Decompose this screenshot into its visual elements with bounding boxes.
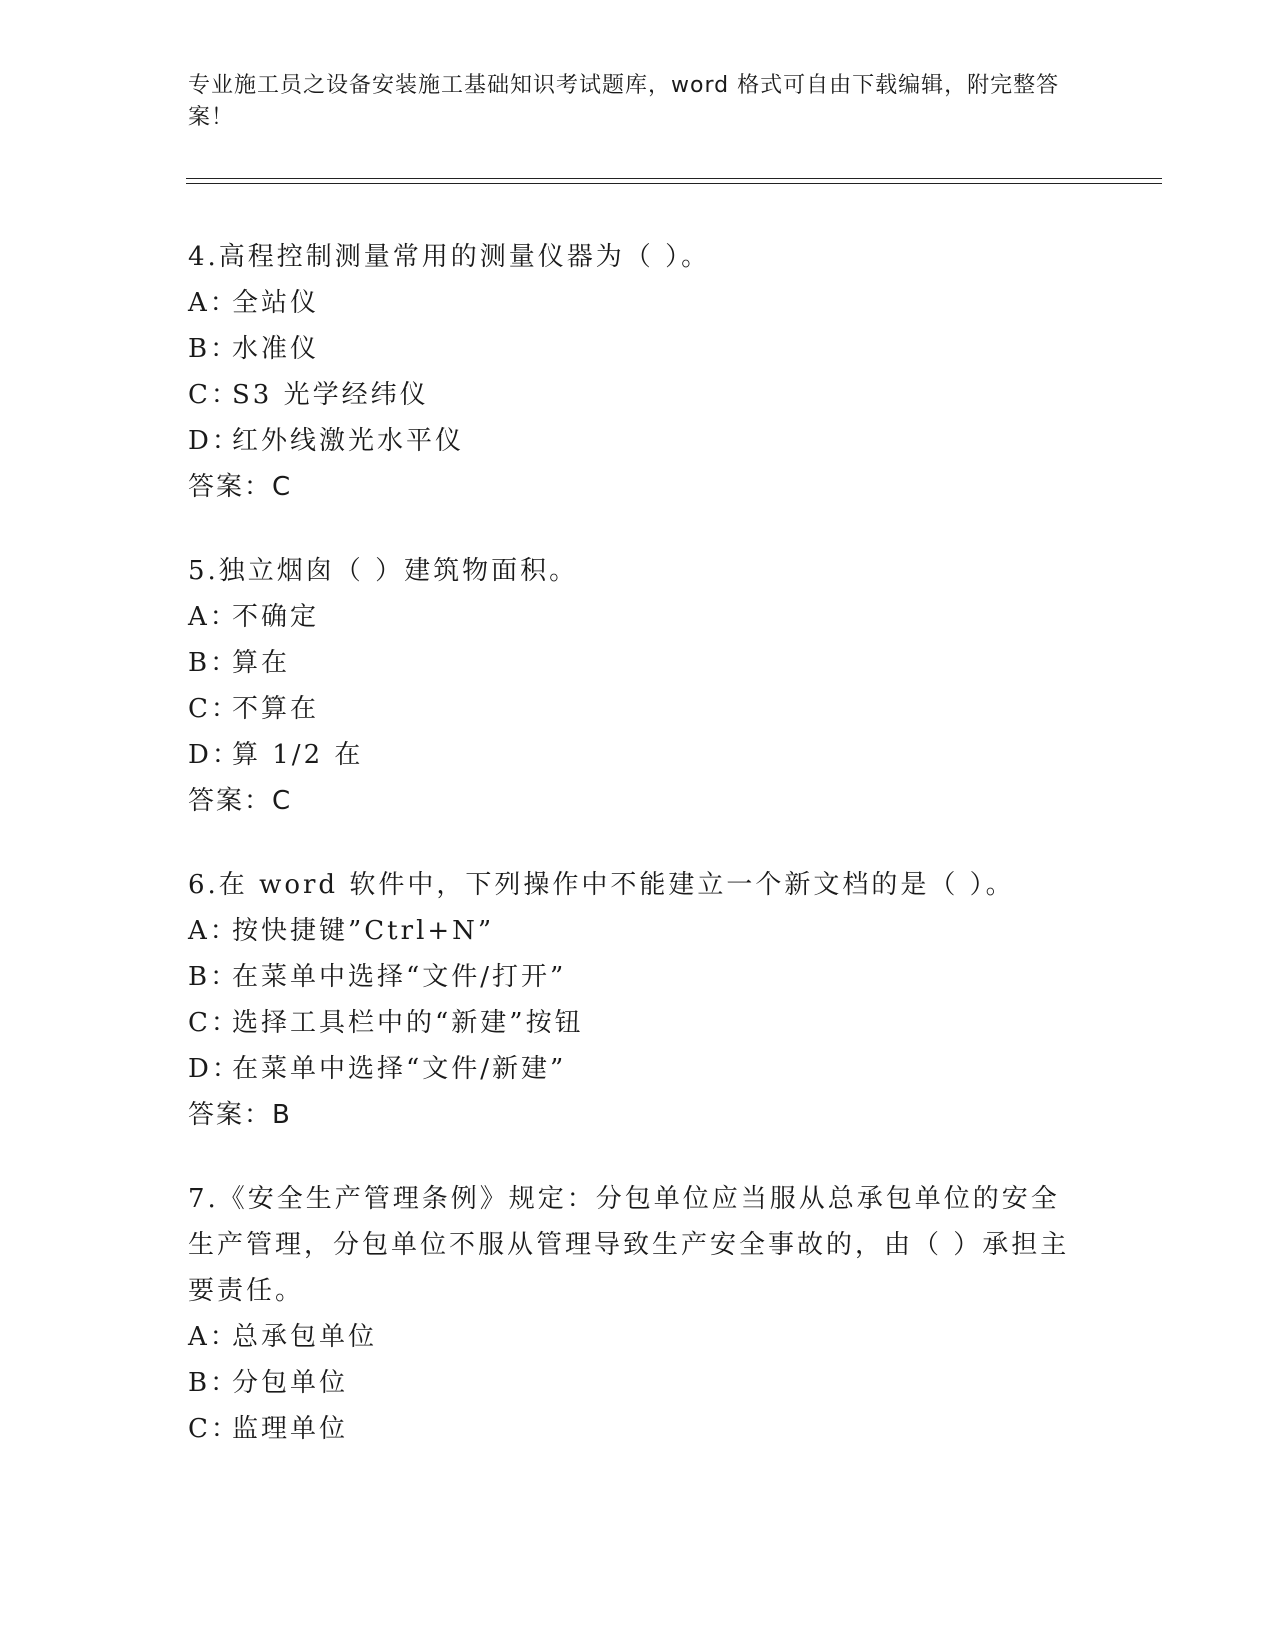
option-text: 红外线激光水平仪 xyxy=(232,426,465,456)
answer-text: 答案：C xyxy=(188,786,293,816)
option-text: 算在 xyxy=(232,648,291,678)
option-b xyxy=(188,954,1078,1000)
option-label: A： xyxy=(188,602,239,632)
option-label: C： xyxy=(188,694,240,724)
option-label: B： xyxy=(188,1368,240,1398)
answer-text: 答案：B xyxy=(188,1100,292,1130)
option-text: 总承包单位 xyxy=(232,1322,378,1352)
header-divider-top xyxy=(186,178,1162,179)
option-b xyxy=(188,1360,1078,1406)
option-text: 全站仪 xyxy=(232,288,320,318)
option-text: 在菜单中选择“文件/打开” xyxy=(232,962,567,992)
option-text: 水准仪 xyxy=(232,334,320,364)
question-6 xyxy=(188,862,1078,1138)
question-text: 6.在 word 软件中，下列操作中不能建立一个新文档的是（ ）。 xyxy=(188,870,1015,900)
option-label: B： xyxy=(188,962,240,992)
option-text: S3 光学经纬仪 xyxy=(232,380,429,410)
option-label: C： xyxy=(188,380,240,410)
option-a xyxy=(188,1314,1078,1360)
option-d xyxy=(188,732,1078,778)
question-4 xyxy=(188,234,1078,510)
document-header: 专业施工员之设备安装施工基础知识考试题库，word 格式可自由下载编辑，附完整答案！ xyxy=(188,73,1060,130)
option-label: C： xyxy=(188,1414,240,1444)
option-text: 分包单位 xyxy=(232,1368,349,1398)
option-label: A： xyxy=(188,288,239,318)
option-b xyxy=(188,640,1078,686)
option-c xyxy=(188,686,1078,732)
option-label: B： xyxy=(188,334,240,364)
question-list xyxy=(188,234,1078,1490)
option-label: A： xyxy=(188,916,239,946)
option-text: 按快捷键”Ctrl+N” xyxy=(232,916,495,946)
option-c xyxy=(188,372,1078,418)
option-label: C： xyxy=(188,1008,240,1038)
option-a xyxy=(188,280,1078,326)
option-text: 不算在 xyxy=(232,694,320,724)
option-text: 算 1/2 在 xyxy=(232,740,364,770)
answer-text: 答案：C xyxy=(188,472,293,502)
option-text: 选择工具栏中的“新建”按钮 xyxy=(232,1008,584,1038)
option-d xyxy=(188,1046,1078,1092)
option-text: 在菜单中选择“文件/新建” xyxy=(232,1054,567,1084)
option-a xyxy=(188,908,1078,954)
option-text: 监理单位 xyxy=(232,1414,349,1444)
option-label: D： xyxy=(188,426,241,456)
option-c xyxy=(188,1000,1078,1046)
option-label: D： xyxy=(188,1054,241,1084)
option-label: B： xyxy=(188,648,240,678)
option-label: A： xyxy=(188,1322,239,1352)
question-text: 5.独立烟囱（ ）建筑物面积。 xyxy=(188,556,579,586)
option-d xyxy=(188,418,1078,464)
question-text: 7.《安全生产管理条例》规定：分包单位应当服从总承包单位的安全生产管理，分包单位不服从管理导致生产安全事故的，由（ ）承担主要责任。 xyxy=(188,1184,1070,1306)
header-divider-bottom xyxy=(186,183,1162,184)
option-label: D： xyxy=(188,740,241,770)
option-a xyxy=(188,594,1078,640)
option-text: 不确定 xyxy=(232,602,320,632)
question-7 xyxy=(188,1176,1078,1452)
option-b xyxy=(188,326,1078,372)
question-5 xyxy=(188,548,1078,824)
option-c xyxy=(188,1406,1078,1452)
question-text: 4.高程控制测量常用的测量仪器为（ ）。 xyxy=(188,242,711,272)
